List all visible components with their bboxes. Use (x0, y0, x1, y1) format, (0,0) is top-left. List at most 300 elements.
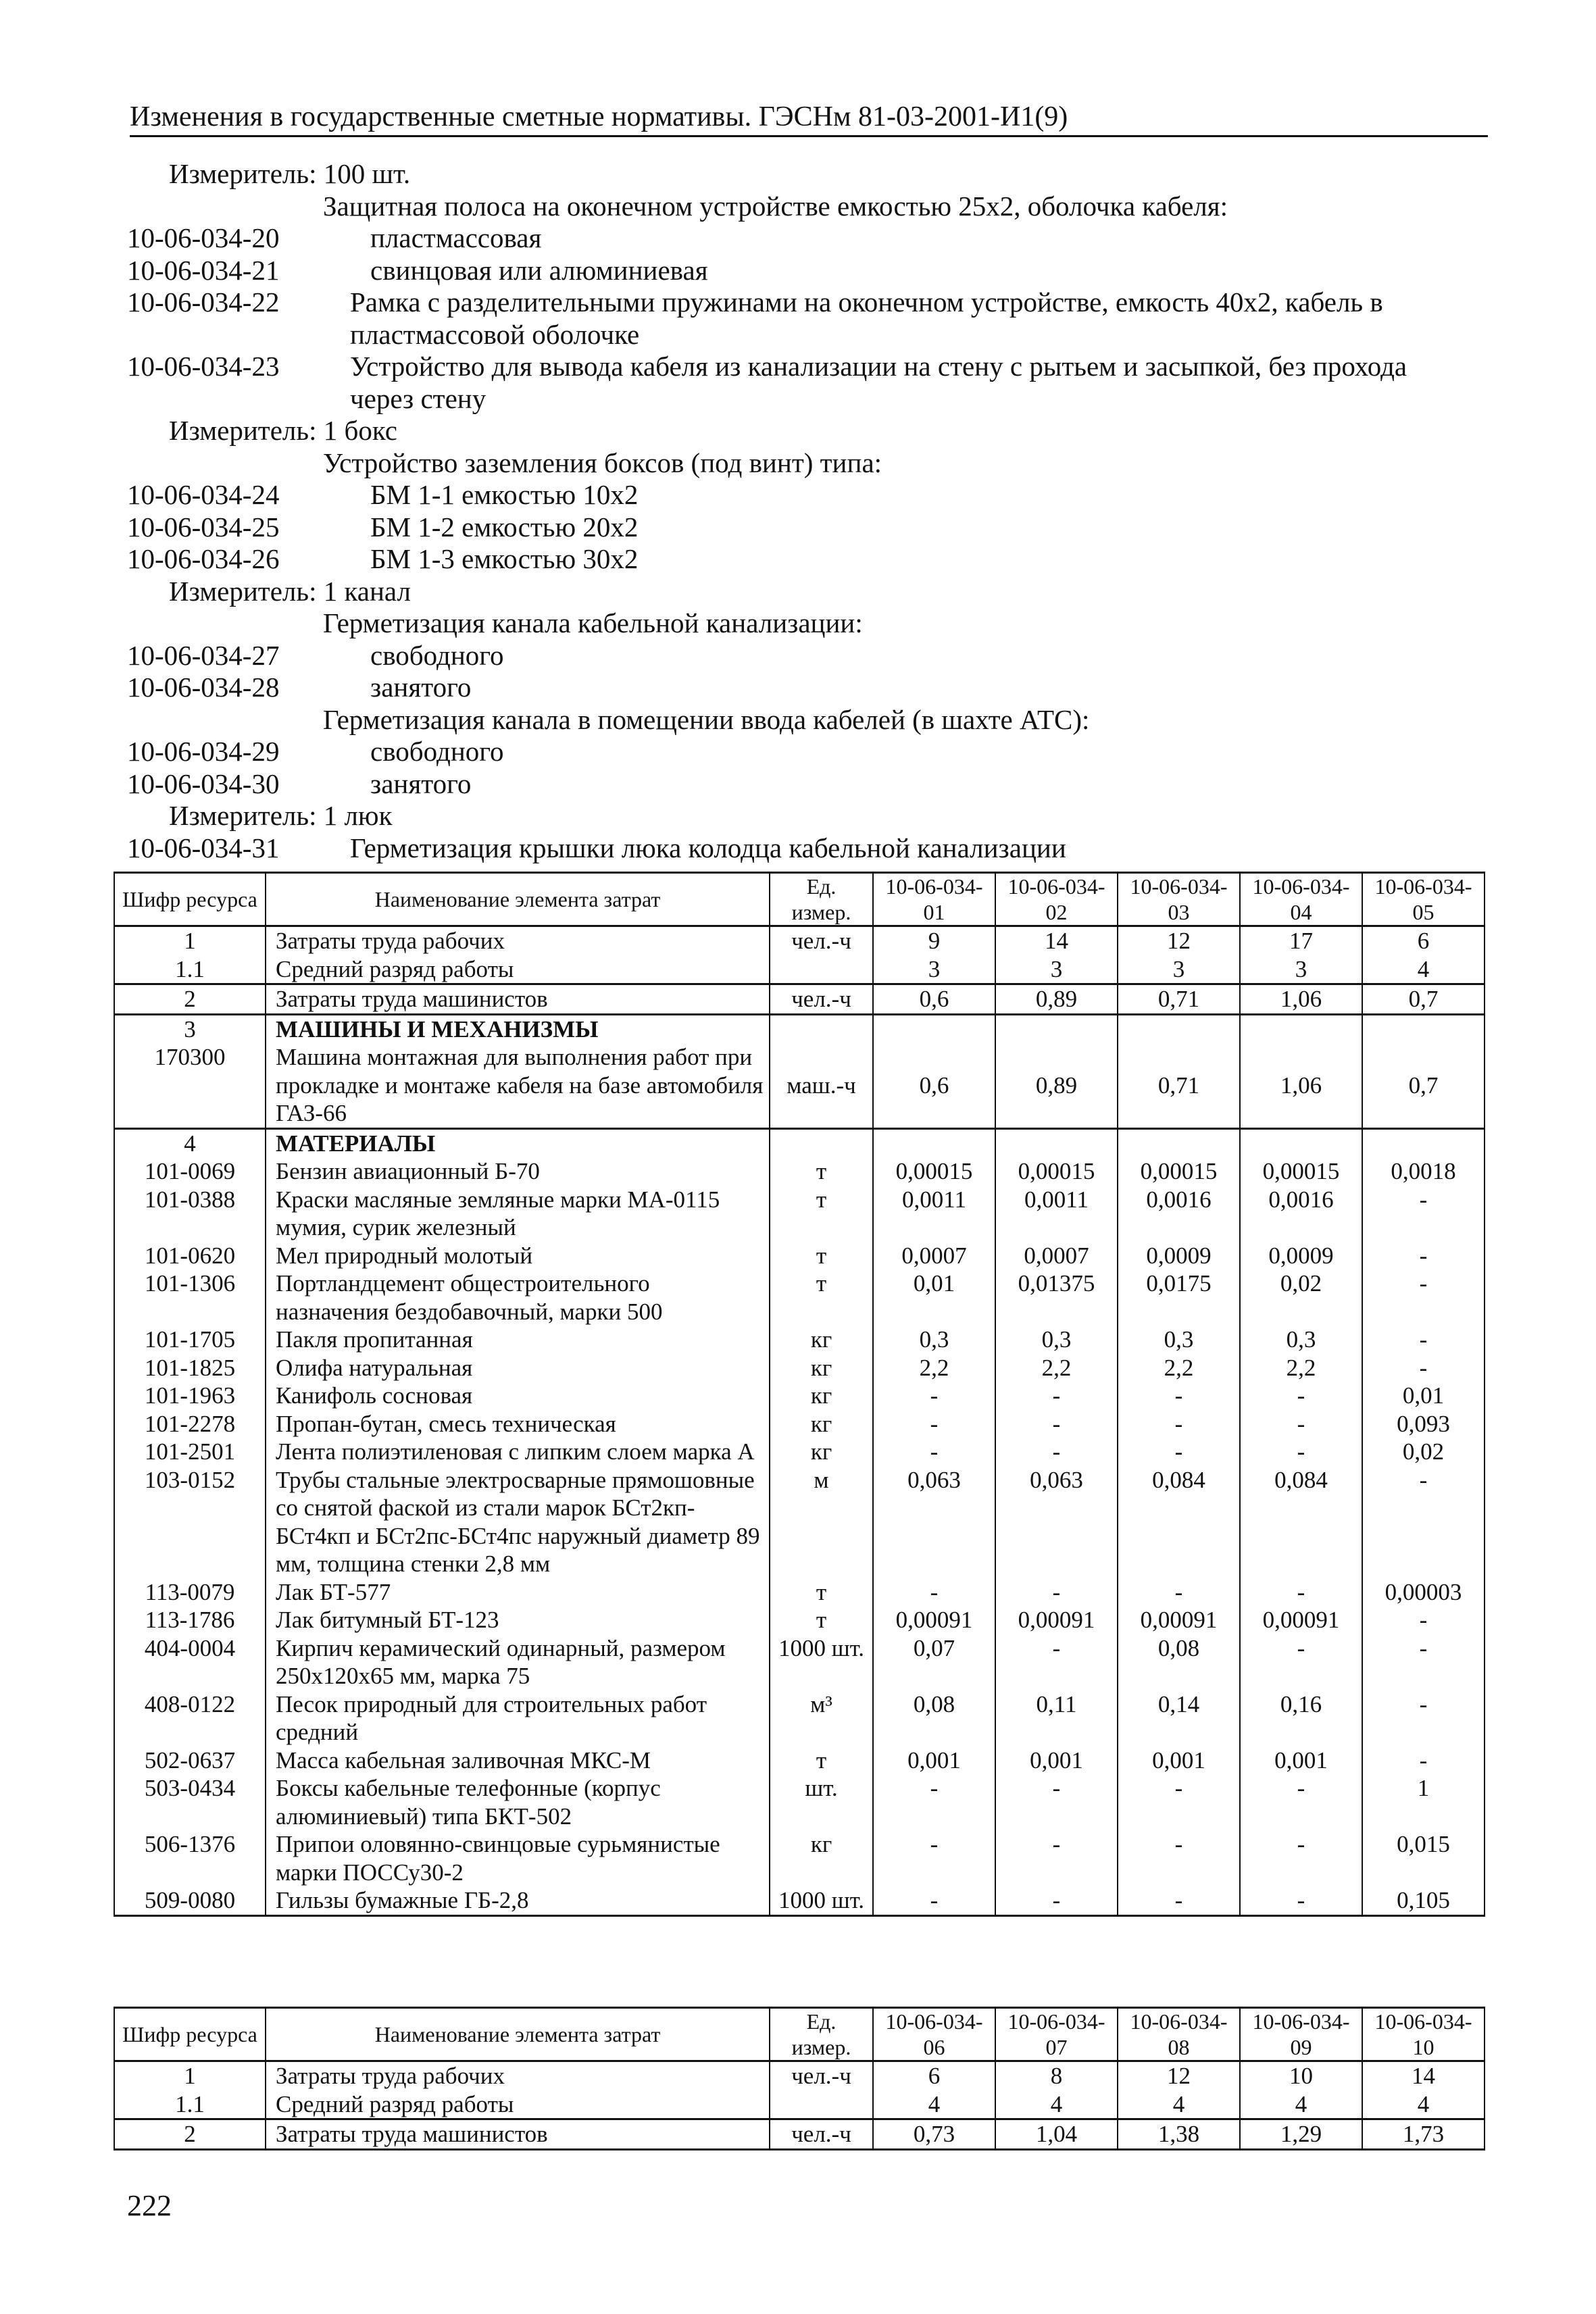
resource-value: 0,063 (873, 1466, 995, 1578)
resource-value: 1,04 (995, 2119, 1118, 2150)
resource-code: 101-0388 (114, 1186, 266, 1242)
resource-value: 0,89 (995, 984, 1118, 1015)
header-norm-code: 10-06-034-01 (873, 873, 995, 926)
resource-value: 0,3 (1118, 1326, 1240, 1354)
table-row (114, 2090, 1485, 2119)
resource-code: 502-0637 (114, 1746, 266, 1775)
header-unit: Ед. измер. (770, 2008, 873, 2061)
resource-name: Затраты труда рабочих (266, 2061, 770, 2090)
resource-value: 0,00091 (995, 1606, 1118, 1634)
resource-value: - (873, 1830, 995, 1886)
resource-value: 0,0009 (1240, 1242, 1362, 1270)
table-row (114, 1014, 1485, 1043)
resource-value: 0,0018 (1362, 1157, 1485, 1186)
header-norm-code: 10-06-034-07 (995, 2008, 1118, 2061)
resource-value (995, 1128, 1118, 1157)
table-row (114, 984, 1485, 1015)
intro-list (127, 158, 1499, 864)
header-norm-code: 10-06-034-03 (1118, 873, 1240, 926)
header-shifr: Шифр ресурса (114, 873, 266, 926)
resource-name: Средний разряд работы (266, 955, 770, 984)
header-norm-code: 10-06-034-09 (1240, 2008, 1362, 2061)
resource-value: 0,015 (1362, 1830, 1485, 1886)
norm-title: Герметизация крышки люка колодца кабельной канализации (350, 832, 1066, 863)
resource-value: 0,3 (1240, 1326, 1362, 1354)
resource-unit: кг (770, 1382, 873, 1410)
intro-line (127, 607, 1499, 640)
resource-value: 3 (1118, 955, 1240, 984)
intro-line (127, 736, 1499, 768)
resource-value: 2,2 (1118, 1354, 1240, 1382)
resource-value: - (1240, 1774, 1362, 1830)
resource-value: 0,0016 (1118, 1186, 1240, 1242)
header-norm-code: 10-06-034-10 (1362, 2008, 1485, 2061)
resource-value: 0,7 (1362, 984, 1485, 1015)
norm-title: свободного (370, 736, 504, 767)
resource-code: 2 (114, 2119, 266, 2150)
resource-name: Портландцемент общестроительного назначения бездобавочный, марки 500 (266, 1269, 770, 1326)
resource-code: 170300 (114, 1043, 266, 1128)
norm-code: 10-06-034-25 (127, 511, 280, 543)
resource-value: - (1240, 1634, 1362, 1690)
intro-line (127, 286, 1499, 319)
resource-unit: чел.-ч (770, 2119, 873, 2150)
resource-unit: чел.-ч (770, 926, 873, 955)
group-heading: Герметизация канала кабельной канализации: (323, 607, 863, 638)
resource-value: 3 (1240, 955, 1362, 984)
resource-value: 0,08 (1118, 1634, 1240, 1690)
resource-value: 1,06 (1240, 984, 1362, 1015)
resource-value: 4 (1118, 2090, 1240, 2119)
resource-value: - (995, 1438, 1118, 1466)
resource-code: 101-2278 (114, 1410, 266, 1438)
norm-code: 10-06-034-27 (127, 639, 280, 671)
resource-value: - (873, 1382, 995, 1410)
norm-code: 10-06-034-22 (127, 286, 280, 318)
resource-name: Олифа натуральная (266, 1354, 770, 1382)
resource-name: МАШИНЫ И МЕХАНИЗМЫ (266, 1014, 770, 1043)
resource-value: 10 (1240, 2061, 1362, 2090)
resource-value: 6 (1362, 926, 1485, 955)
group-heading: Защитная полоса на оконечном устройстве емкостью 25х2, оболочка кабеля: (323, 190, 1228, 222)
resource-value: 1,29 (1240, 2119, 1362, 2150)
resource-code: 503-0434 (114, 1774, 266, 1830)
norm-title: Устройство для вывода кабеля из канализации на стену с рытьем и засыпкой, без прохода (350, 351, 1407, 382)
resource-value: - (873, 1578, 995, 1607)
resource-value: 0,3 (995, 1326, 1118, 1354)
resource-value: - (1362, 1606, 1485, 1634)
resource-value: 12 (1118, 2061, 1240, 2090)
header-norm-code: 10-06-034-08 (1118, 2008, 1240, 2061)
resource-value: 0,084 (1240, 1466, 1362, 1578)
resource-value: - (1240, 1438, 1362, 1466)
measure-unit: Измеритель: 1 люк (169, 800, 393, 831)
page-header: Изменения в государственные сметные нормативы. ГЭСНм 81-03-2001-И1(9) (130, 101, 1488, 137)
resource-code: 506-1376 (114, 1830, 266, 1886)
resource-name: Припои оловянно-свинцовые сурьмянистые марки ПОССу30-2 (266, 1830, 770, 1886)
intro-line (127, 511, 1499, 544)
intro-line (127, 255, 1499, 287)
resource-name: Затраты труда машинистов (266, 2119, 770, 2150)
norm-code: 10-06-034-26 (127, 543, 280, 574)
resource-value: 0,084 (1118, 1466, 1240, 1578)
resource-value: 0,0175 (1118, 1269, 1240, 1326)
resource-value: 0,14 (1118, 1690, 1240, 1746)
intro-line (127, 383, 1499, 416)
resource-code: 101-2501 (114, 1438, 266, 1466)
resource-value: 0,71 (1118, 984, 1240, 1015)
resource-unit: т (770, 1242, 873, 1270)
measure-unit: Измеритель: 1 канал (169, 575, 411, 607)
norm-code: 10-06-034-21 (127, 254, 280, 286)
resource-value: 4 (1362, 2090, 1485, 2119)
intro-line (127, 672, 1499, 704)
resource-value: - (873, 1886, 995, 1915)
table-row (114, 1830, 1485, 1886)
resource-value: - (1240, 1886, 1362, 1915)
resource-value: - (1362, 1242, 1485, 1270)
resource-value: 0,7 (1362, 1043, 1485, 1128)
resource-value: 12 (1118, 926, 1240, 955)
resource-name: Трубы стальные электросварные прямошовные со снятой фаской из стали марок БСт2кп-БСт4кп и БСт2пс-БСт4пс наружный диаметр 89 мм, толщина стенки 2,8 мм (266, 1466, 770, 1578)
norm-title-continued: через стену (350, 382, 487, 414)
norm-code: 10-06-034-29 (127, 736, 280, 767)
resource-code: 101-0620 (114, 1242, 266, 1270)
intro-line (127, 158, 1499, 191)
resource-unit: м³ (770, 1690, 873, 1746)
resource-value: - (1362, 1466, 1485, 1578)
resource-value: 0,00015 (873, 1157, 995, 1186)
resource-value: - (1362, 1746, 1485, 1775)
resource-value: 14 (1362, 2061, 1485, 2090)
resource-value: 0,093 (1362, 1410, 1485, 1438)
resource-value: - (1362, 1269, 1485, 1326)
resource-value: 0,01375 (995, 1269, 1118, 1326)
resource-name: Машина монтажная для выполнения работ при прокладке и монтаже кабеля на базе автомобиля ГАЗ-66 (266, 1043, 770, 1128)
resource-code: 113-1786 (114, 1606, 266, 1634)
resource-code: 408-0122 (114, 1690, 266, 1746)
resource-name: Лак БТ-577 (266, 1578, 770, 1607)
intro-line (127, 222, 1499, 255)
norm-title: занятого (370, 672, 472, 703)
resource-value: - (995, 1410, 1118, 1438)
resource-unit: т (770, 1746, 873, 1775)
resource-code: 101-1705 (114, 1326, 266, 1354)
resource-code: 1.1 (114, 2090, 266, 2119)
table-row (114, 1634, 1485, 1690)
resource-unit: кг (770, 1830, 873, 1886)
intro-line (127, 640, 1499, 672)
table-row (114, 2119, 1485, 2150)
table-row (114, 1746, 1485, 1775)
resource-value: - (1362, 1634, 1485, 1690)
resource-value: - (1362, 1690, 1485, 1746)
table-row (114, 1466, 1485, 1578)
norm-code: 10-06-034-28 (127, 672, 280, 703)
resource-value: - (1118, 1410, 1240, 1438)
table-row (114, 1186, 1485, 1242)
resource-code: 509-0080 (114, 1886, 266, 1915)
resource-value: 0,063 (995, 1466, 1118, 1578)
resource-value: 0,01 (873, 1269, 995, 1326)
resource-code: 101-1963 (114, 1382, 266, 1410)
measure-unit: Измеритель: 100 шт. (169, 158, 411, 189)
resource-code: 2 (114, 984, 266, 1015)
resource-unit: т (770, 1269, 873, 1326)
table-row (114, 1690, 1485, 1746)
resource-name: Канифоль сосновая (266, 1382, 770, 1410)
resource-name: Масса кабельная заливочная МКС-М (266, 1746, 770, 1775)
norm-title: БМ 1-3 емкостью 30х2 (370, 543, 639, 574)
resource-name: МАТЕРИАЛЫ (266, 1128, 770, 1157)
norm-title: занятого (370, 768, 472, 799)
page-number: 222 (127, 2189, 172, 2222)
resource-value: 0,105 (1362, 1886, 1485, 1915)
resource-name: Краски масляные земляные марки МА-0115 мумия, сурик железный (266, 1186, 770, 1242)
resource-value: 0,001 (1240, 1746, 1362, 1775)
resource-value: - (1362, 1326, 1485, 1354)
resource-code: 1 (114, 2061, 266, 2090)
resource-name: Пакля пропитанная (266, 1326, 770, 1354)
table-row (114, 2061, 1485, 2090)
table-header-row (114, 2008, 1485, 2061)
resource-unit: т (770, 1186, 873, 1242)
header-norm-code: 10-06-034-06 (873, 2008, 995, 2061)
resource-value: 0,89 (995, 1043, 1118, 1128)
resource-code: 1 (114, 926, 266, 955)
resource-value: 0,0016 (1240, 1186, 1362, 1242)
intro-line (127, 800, 1499, 832)
resource-value: 0,00015 (1240, 1157, 1362, 1186)
resource-value: 4 (995, 2090, 1118, 2119)
resource-value: - (1118, 1886, 1240, 1915)
resource-value: - (873, 1774, 995, 1830)
resource-value: 4 (1240, 2090, 1362, 2119)
resource-unit: м (770, 1466, 873, 1578)
resource-name: Кирпич керамический одинарный, размером 250х120х65 мм, марка 75 (266, 1634, 770, 1690)
resource-code: 101-1306 (114, 1269, 266, 1326)
resource-value: 6 (873, 2061, 995, 2090)
resource-value: - (995, 1578, 1118, 1607)
table-row (114, 1774, 1485, 1830)
resource-table-1 (114, 872, 1485, 1917)
resource-value: 0,16 (1240, 1690, 1362, 1746)
resource-unit: кг (770, 1354, 873, 1382)
header-name: Наименование элемента затрат (266, 2008, 770, 2061)
resource-unit (770, 955, 873, 984)
resource-value: 0,00015 (995, 1157, 1118, 1186)
header-norm-code: 10-06-034-02 (995, 873, 1118, 926)
resource-value: 3 (873, 955, 995, 984)
resource-name: Гильзы бумажные ГБ-2,8 (266, 1886, 770, 1915)
resource-code: 113-0079 (114, 1578, 266, 1607)
resource-name: Средний разряд работы (266, 2090, 770, 2119)
resource-unit (770, 1128, 873, 1157)
resource-code: 101-0069 (114, 1157, 266, 1186)
resource-code: 4 (114, 1128, 266, 1157)
resource-name: Затраты труда рабочих (266, 926, 770, 955)
resource-value: - (1362, 1354, 1485, 1382)
resource-value: 14 (995, 926, 1118, 955)
norm-title-continued: пластмассовой оболочке (350, 318, 640, 350)
resource-value: - (995, 1382, 1118, 1410)
resource-value: 1 (1362, 1774, 1485, 1830)
resource-name: Затраты труда машинистов (266, 984, 770, 1015)
resource-unit: маш.-ч (770, 1043, 873, 1128)
table-row (114, 1410, 1485, 1438)
resource-unit: чел.-ч (770, 2061, 873, 2090)
intro-line (127, 543, 1499, 576)
table-row (114, 1043, 1485, 1128)
resource-value: 0,0007 (995, 1242, 1118, 1270)
resource-value (995, 1014, 1118, 1043)
resource-name: Лак битумный БТ-123 (266, 1606, 770, 1634)
resource-value: - (1118, 1830, 1240, 1886)
norm-code: 10-06-034-31 (127, 832, 280, 863)
resource-value: 0,0009 (1118, 1242, 1240, 1270)
resource-name: Песок природный для строительных работ средний (266, 1690, 770, 1746)
resource-code: 404-0004 (114, 1634, 266, 1690)
intro-line (127, 191, 1499, 223)
resource-unit: кг (770, 1438, 873, 1466)
resource-value: 0,71 (1118, 1043, 1240, 1128)
table-row (114, 1886, 1485, 1915)
resource-value: 0,02 (1362, 1438, 1485, 1466)
resource-value: - (995, 1774, 1118, 1830)
resource-value: - (995, 1830, 1118, 1886)
resource-value: - (873, 1438, 995, 1466)
resource-unit: 1000 шт. (770, 1886, 873, 1915)
norm-title: свинцовая или алюминиевая (370, 254, 708, 286)
resource-unit: 1000 шт. (770, 1634, 873, 1690)
resource-value: 0,02 (1240, 1269, 1362, 1326)
norm-title: БМ 1-1 емкостью 10х2 (370, 479, 639, 510)
table-row (114, 1578, 1485, 1607)
intro-line (127, 479, 1499, 511)
resource-value: 0,0011 (995, 1186, 1118, 1242)
resource-unit: чел.-ч (770, 984, 873, 1015)
resource-unit: т (770, 1157, 873, 1186)
resource-value: - (1118, 1774, 1240, 1830)
resource-value: - (1118, 1382, 1240, 1410)
resource-name: Лента полиэтиленовая с липким слоем марка А (266, 1438, 770, 1466)
table-row (114, 1157, 1485, 1186)
resource-unit: шт. (770, 1774, 873, 1830)
header-unit: Ед. измер. (770, 873, 873, 926)
resource-code: 103-0152 (114, 1466, 266, 1578)
header-norm-code: 10-06-034-05 (1362, 873, 1485, 926)
norm-code: 10-06-034-23 (127, 351, 280, 382)
resource-value: 2,2 (873, 1354, 995, 1382)
group-heading: Герметизация канала в помещении ввода кабелей (в шахте АТС): (323, 703, 1090, 735)
resource-value: 4 (1362, 955, 1485, 984)
resource-value: 0,00003 (1362, 1578, 1485, 1607)
resource-name: Боксы кабельные телефонные (корпус алюминиевый) типа БКТ-502 (266, 1774, 770, 1830)
resource-value: 0,6 (873, 984, 995, 1015)
group-heading: Устройство заземления боксов (под винт) типа: (323, 447, 882, 478)
resource-value (873, 1014, 995, 1043)
resource-value: - (1240, 1578, 1362, 1607)
table-row (114, 1128, 1485, 1157)
resource-value: 9 (873, 926, 995, 955)
intro-line (127, 768, 1499, 801)
resource-value: - (1118, 1438, 1240, 1466)
resource-value: 0,00015 (1118, 1157, 1240, 1186)
norm-code: 10-06-034-30 (127, 768, 280, 799)
resource-name: Мел природный молотый (266, 1242, 770, 1270)
resource-value: - (1240, 1410, 1362, 1438)
resource-value: - (1118, 1578, 1240, 1607)
intro-line (127, 832, 1499, 865)
table-row (114, 1382, 1485, 1410)
table-row (114, 1606, 1485, 1634)
intro-line (127, 319, 1499, 351)
resource-value: 0,001 (995, 1746, 1118, 1775)
measure-unit: Измеритель: 1 бокс (169, 415, 397, 446)
table-row (114, 955, 1485, 984)
resource-value: 1,06 (1240, 1043, 1362, 1128)
table-row (114, 1242, 1485, 1270)
resource-value: 0,001 (1118, 1746, 1240, 1775)
resource-value: - (1362, 1186, 1485, 1242)
resource-code: 3 (114, 1014, 266, 1043)
intro-line (127, 447, 1499, 480)
resource-value: 0,00091 (1118, 1606, 1240, 1634)
resource-value (1362, 1014, 1485, 1043)
resource-value: - (873, 1410, 995, 1438)
resource-table-2 (114, 2007, 1485, 2150)
resource-value: 17 (1240, 926, 1362, 955)
resource-value: 0,6 (873, 1043, 995, 1128)
table-header-row (114, 873, 1485, 926)
resource-value (1240, 1014, 1362, 1043)
norm-title: свободного (370, 639, 504, 671)
resource-value: 8 (995, 2061, 1118, 2090)
norm-code: 10-06-034-24 (127, 479, 280, 510)
resource-value: 0,001 (873, 1746, 995, 1775)
resource-value: 0,0011 (873, 1186, 995, 1242)
table-row (114, 1269, 1485, 1326)
resource-unit: кг (770, 1410, 873, 1438)
resource-name: Бензин авиационный Б-70 (266, 1157, 770, 1186)
table-row (114, 1438, 1485, 1466)
resource-value: 0,00091 (1240, 1606, 1362, 1634)
resource-value: 1,73 (1362, 2119, 1485, 2150)
resource-value: - (1240, 1382, 1362, 1410)
norm-code: 10-06-034-20 (127, 222, 280, 253)
intro-line (127, 351, 1499, 383)
header-name: Наименование элемента затрат (266, 873, 770, 926)
resource-value: 0,73 (873, 2119, 995, 2150)
resource-unit (770, 2090, 873, 2119)
resource-value: 0,11 (995, 1690, 1118, 1746)
header-norm-code: 10-06-034-04 (1240, 873, 1362, 926)
table-row (114, 1326, 1485, 1354)
resource-unit: т (770, 1578, 873, 1607)
resource-name: Пропан-бутан, смесь техническая (266, 1410, 770, 1438)
intro-line (127, 576, 1499, 608)
resource-code: 101-1825 (114, 1354, 266, 1382)
resource-value: 0,01 (1362, 1382, 1485, 1410)
resource-unit (770, 1014, 873, 1043)
norm-title: пластмассовая (370, 222, 542, 253)
resource-value (1362, 1128, 1485, 1157)
resource-value: 4 (873, 2090, 995, 2119)
header-shifr: Шифр ресурса (114, 2008, 266, 2061)
resource-value: - (1240, 1830, 1362, 1886)
resource-value (873, 1128, 995, 1157)
norm-title: БМ 1-2 емкостью 20х2 (370, 511, 639, 543)
